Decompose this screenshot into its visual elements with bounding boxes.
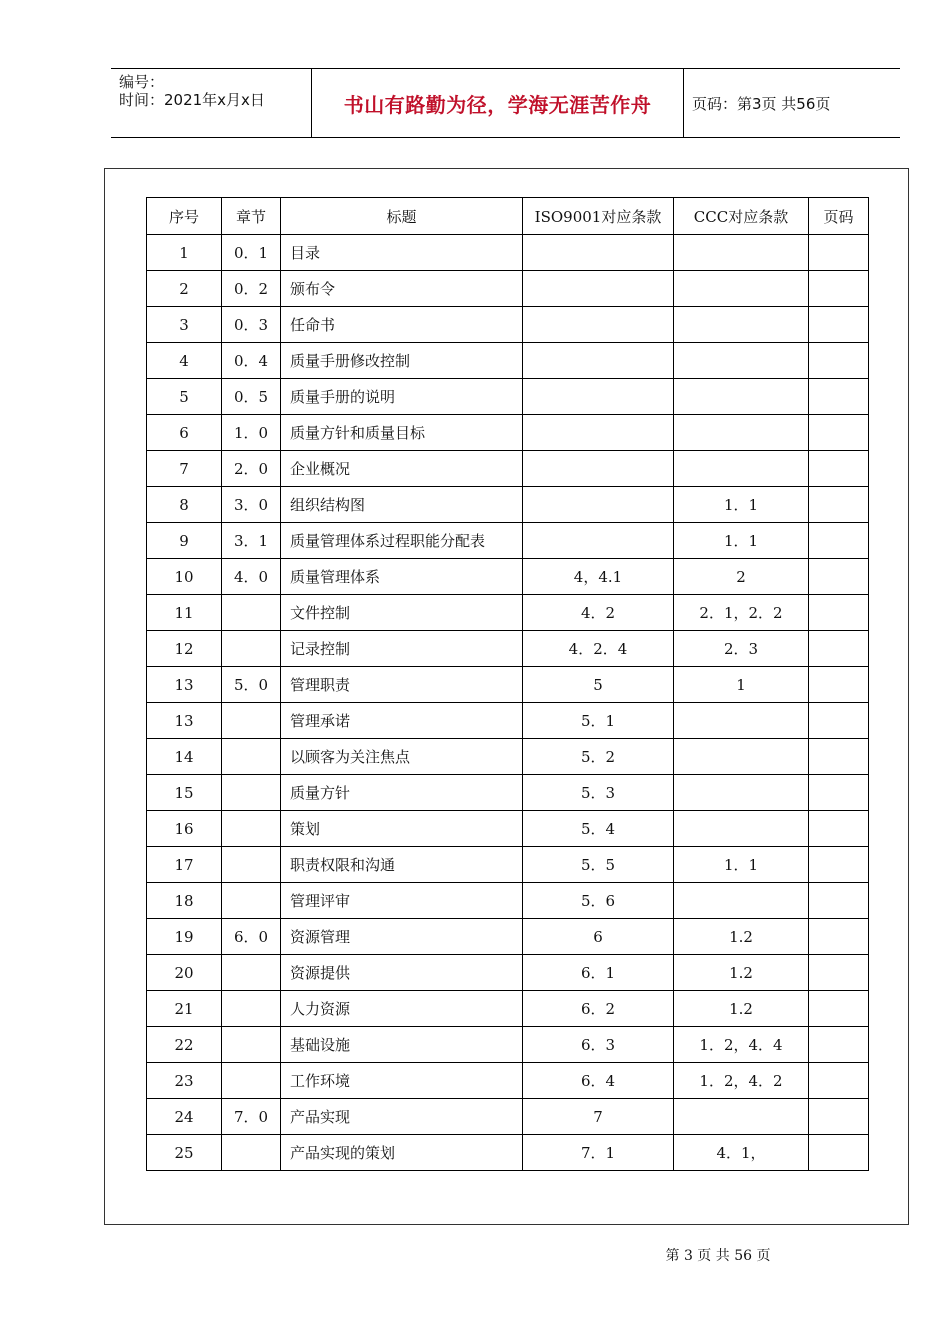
- cell-iso9001: [523, 379, 674, 415]
- header-page-cell: [684, 69, 900, 137]
- cell-title: 管理职责: [281, 667, 523, 703]
- cell-serial: 6: [147, 415, 222, 451]
- table-header-row: [147, 198, 869, 235]
- cell-chapter: [222, 955, 281, 991]
- cell-title: 任命书: [281, 307, 523, 343]
- cell-chapter: 0．4: [222, 343, 281, 379]
- cell-ccc: [674, 379, 809, 415]
- cell-title: 组织结构图: [281, 487, 523, 523]
- cell-serial: 19: [147, 919, 222, 955]
- cell-page: [809, 559, 869, 595]
- cell-iso9001: 5．3: [523, 775, 674, 811]
- table-row: [147, 559, 869, 595]
- table-row: [147, 523, 869, 559]
- cell-serial: 25: [147, 1135, 222, 1171]
- cell-serial: 11: [147, 595, 222, 631]
- cell-title: 工作环境: [281, 1063, 523, 1099]
- cell-chapter: 0．5: [222, 379, 281, 415]
- table-row: [147, 811, 869, 847]
- cell-iso9001: 5．6: [523, 883, 674, 919]
- cell-ccc: [674, 811, 809, 847]
- table-row: [147, 739, 869, 775]
- cell-title: 资源提供: [281, 955, 523, 991]
- cell-serial: 15: [147, 775, 222, 811]
- cell-serial: 14: [147, 739, 222, 775]
- table-row: [147, 1099, 869, 1135]
- header-motto-cell: [312, 69, 683, 137]
- cell-title: 质量手册修改控制: [281, 343, 523, 379]
- table-row: [147, 307, 869, 343]
- table-row: [147, 847, 869, 883]
- cell-chapter: [222, 1027, 281, 1063]
- cell-title: 基础设施: [281, 1027, 523, 1063]
- cell-iso9001: [523, 271, 674, 307]
- cell-iso9001: [523, 307, 674, 343]
- cell-chapter: [222, 991, 281, 1027]
- cell-title: 质量手册的说明: [281, 379, 523, 415]
- cell-title: 资源管理: [281, 919, 523, 955]
- cell-iso9001: 5．5: [523, 847, 674, 883]
- column-header-serial: 序号: [147, 198, 222, 235]
- table-row: [147, 415, 869, 451]
- contents-table: [146, 197, 869, 1171]
- cell-serial: 2: [147, 271, 222, 307]
- cell-ccc: [674, 271, 809, 307]
- cell-serial: 21: [147, 991, 222, 1027]
- cell-ccc: 1．1: [674, 847, 809, 883]
- cell-page: [809, 775, 869, 811]
- cell-ccc: [674, 307, 809, 343]
- cell-ccc: [674, 1099, 809, 1135]
- table-row: [147, 487, 869, 523]
- document-number-label: 编号：: [119, 73, 165, 91]
- table-row: [147, 451, 869, 487]
- cell-page: [809, 307, 869, 343]
- cell-page: [809, 271, 869, 307]
- cell-serial: 8: [147, 487, 222, 523]
- cell-serial: 1: [147, 235, 222, 271]
- header-page-info: 页码：第3页 共56页: [692, 94, 831, 113]
- cell-iso9001: 6．2: [523, 991, 674, 1027]
- table-row: [147, 595, 869, 631]
- cell-title: 质量方针和质量目标: [281, 415, 523, 451]
- cell-page: [809, 487, 869, 523]
- cell-page: [809, 595, 869, 631]
- cell-ccc: [674, 703, 809, 739]
- column-header-chapter: 章节: [222, 198, 281, 235]
- cell-ccc: 1.2: [674, 919, 809, 955]
- cell-ccc: [674, 415, 809, 451]
- cell-ccc: [674, 343, 809, 379]
- page-footer: 第 3 页 共 56 页: [665, 1248, 771, 1264]
- cell-chapter: [222, 703, 281, 739]
- cell-chapter: 1．0: [222, 415, 281, 451]
- cell-title: 产品实现: [281, 1099, 523, 1135]
- cell-iso9001: 4．2．4: [523, 631, 674, 667]
- cell-ccc: [674, 451, 809, 487]
- cell-title: 记录控制: [281, 631, 523, 667]
- cell-iso9001: 6．1: [523, 955, 674, 991]
- cell-iso9001: [523, 487, 674, 523]
- table-row: [147, 631, 869, 667]
- cell-iso9001: 7．1: [523, 1135, 674, 1171]
- cell-title: 颁布令: [281, 271, 523, 307]
- cell-chapter: 2．0: [222, 451, 281, 487]
- cell-ccc: 1．1: [674, 523, 809, 559]
- table-row: [147, 235, 869, 271]
- cell-chapter: [222, 1135, 281, 1171]
- table-row: [147, 1027, 869, 1063]
- cell-title: 企业概况: [281, 451, 523, 487]
- cell-ccc: 1．2，4．4: [674, 1027, 809, 1063]
- cell-chapter: [222, 631, 281, 667]
- cell-title: 质量管理体系: [281, 559, 523, 595]
- cell-page: [809, 451, 869, 487]
- column-header-page: 页码: [809, 198, 869, 235]
- header-meta: [111, 69, 311, 137]
- cell-page: [809, 1099, 869, 1135]
- cell-iso9001: [523, 343, 674, 379]
- cell-title: 管理评审: [281, 883, 523, 919]
- cell-iso9001: [523, 235, 674, 271]
- cell-iso9001: 7: [523, 1099, 674, 1135]
- table-row: [147, 919, 869, 955]
- cell-iso9001: 4．2: [523, 595, 674, 631]
- cell-page: [809, 343, 869, 379]
- table-row: [147, 271, 869, 307]
- cell-title: 文件控制: [281, 595, 523, 631]
- table-row: [147, 955, 869, 991]
- column-header-title: 标题: [281, 198, 523, 235]
- cell-serial: 23: [147, 1063, 222, 1099]
- cell-page: [809, 1063, 869, 1099]
- cell-page: [809, 631, 869, 667]
- cell-page: [809, 1135, 869, 1171]
- cell-serial: 13: [147, 703, 222, 739]
- cell-title: 管理承诺: [281, 703, 523, 739]
- cell-page: [809, 883, 869, 919]
- cell-iso9001: [523, 451, 674, 487]
- table-row: [147, 379, 869, 415]
- cell-iso9001: 6．3: [523, 1027, 674, 1063]
- cell-page: [809, 379, 869, 415]
- cell-ccc: [674, 883, 809, 919]
- cell-page: [809, 955, 869, 991]
- cell-ccc: 1．1: [674, 487, 809, 523]
- cell-ccc: 1: [674, 667, 809, 703]
- header-motto: 书山有路勤为径，学海无涯苦作舟: [343, 92, 652, 117]
- cell-chapter: [222, 595, 281, 631]
- cell-chapter: 3．1: [222, 523, 281, 559]
- cell-serial: 20: [147, 955, 222, 991]
- cell-page: [809, 1027, 869, 1063]
- cell-serial: 17: [147, 847, 222, 883]
- cell-serial: 18: [147, 883, 222, 919]
- cell-page: [809, 703, 869, 739]
- cell-chapter: 0．2: [222, 271, 281, 307]
- cell-ccc: 2．3: [674, 631, 809, 667]
- cell-ccc: [674, 775, 809, 811]
- cell-chapter: 5．0: [222, 667, 281, 703]
- table-row: [147, 343, 869, 379]
- table-row: [147, 667, 869, 703]
- cell-iso9001: 6: [523, 919, 674, 955]
- cell-iso9001: 4，4.1: [523, 559, 674, 595]
- cell-title: 质量管理体系过程职能分配表: [281, 523, 523, 559]
- document-date: 时间：2021年x月x日: [119, 91, 265, 109]
- column-header-iso9001: ISO9001对应条款: [523, 198, 674, 235]
- cell-ccc: 1.2: [674, 955, 809, 991]
- cell-iso9001: 5．1: [523, 703, 674, 739]
- cell-ccc: 4．1，: [674, 1135, 809, 1171]
- cell-page: [809, 847, 869, 883]
- cell-title: 质量方针: [281, 775, 523, 811]
- table-row: [147, 883, 869, 919]
- cell-ccc: 2: [674, 559, 809, 595]
- cell-serial: 4: [147, 343, 222, 379]
- cell-page: [809, 811, 869, 847]
- cell-serial: 22: [147, 1027, 222, 1063]
- cell-chapter: [222, 811, 281, 847]
- cell-chapter: [222, 775, 281, 811]
- cell-ccc: 1.2: [674, 991, 809, 1027]
- table-body: [147, 235, 869, 1171]
- cell-serial: 10: [147, 559, 222, 595]
- cell-iso9001: 5．2: [523, 739, 674, 775]
- cell-serial: 13: [147, 667, 222, 703]
- cell-page: [809, 919, 869, 955]
- table-row: [147, 775, 869, 811]
- table-row: [147, 703, 869, 739]
- cell-chapter: [222, 1063, 281, 1099]
- cell-page: [809, 667, 869, 703]
- cell-serial: 5: [147, 379, 222, 415]
- cell-ccc: 1．2，4．2: [674, 1063, 809, 1099]
- cell-page: [809, 739, 869, 775]
- cell-title: 目录: [281, 235, 523, 271]
- cell-serial: 7: [147, 451, 222, 487]
- cell-chapter: 0．1: [222, 235, 281, 271]
- cell-chapter: 4．0: [222, 559, 281, 595]
- cell-chapter: [222, 883, 281, 919]
- cell-chapter: 6．0: [222, 919, 281, 955]
- cell-chapter: [222, 847, 281, 883]
- cell-serial: 24: [147, 1099, 222, 1135]
- cell-chapter: 7．0: [222, 1099, 281, 1135]
- cell-iso9001: [523, 415, 674, 451]
- cell-page: [809, 523, 869, 559]
- cell-iso9001: 5．4: [523, 811, 674, 847]
- cell-ccc: [674, 739, 809, 775]
- cell-serial: 9: [147, 523, 222, 559]
- cell-ccc: [674, 235, 809, 271]
- table-row: [147, 991, 869, 1027]
- cell-iso9001: 5: [523, 667, 674, 703]
- cell-title: 产品实现的策划: [281, 1135, 523, 1171]
- cell-serial: 12: [147, 631, 222, 667]
- cell-page: [809, 235, 869, 271]
- table-row: [147, 1135, 869, 1171]
- cell-title: 策划: [281, 811, 523, 847]
- cell-iso9001: [523, 523, 674, 559]
- cell-chapter: 3．0: [222, 487, 281, 523]
- cell-serial: 16: [147, 811, 222, 847]
- page-header: [111, 68, 900, 138]
- cell-page: [809, 415, 869, 451]
- cell-title: 人力资源: [281, 991, 523, 1027]
- cell-chapter: [222, 739, 281, 775]
- cell-chapter: 0．3: [222, 307, 281, 343]
- table-row: [147, 1063, 869, 1099]
- cell-serial: 3: [147, 307, 222, 343]
- cell-title: 以顾客为关注焦点: [281, 739, 523, 775]
- cell-title: 职责权限和沟通: [281, 847, 523, 883]
- cell-ccc: 2．1，2．2: [674, 595, 809, 631]
- cell-iso9001: 6．4: [523, 1063, 674, 1099]
- column-header-ccc: CCC对应条款: [674, 198, 809, 235]
- cell-page: [809, 991, 869, 1027]
